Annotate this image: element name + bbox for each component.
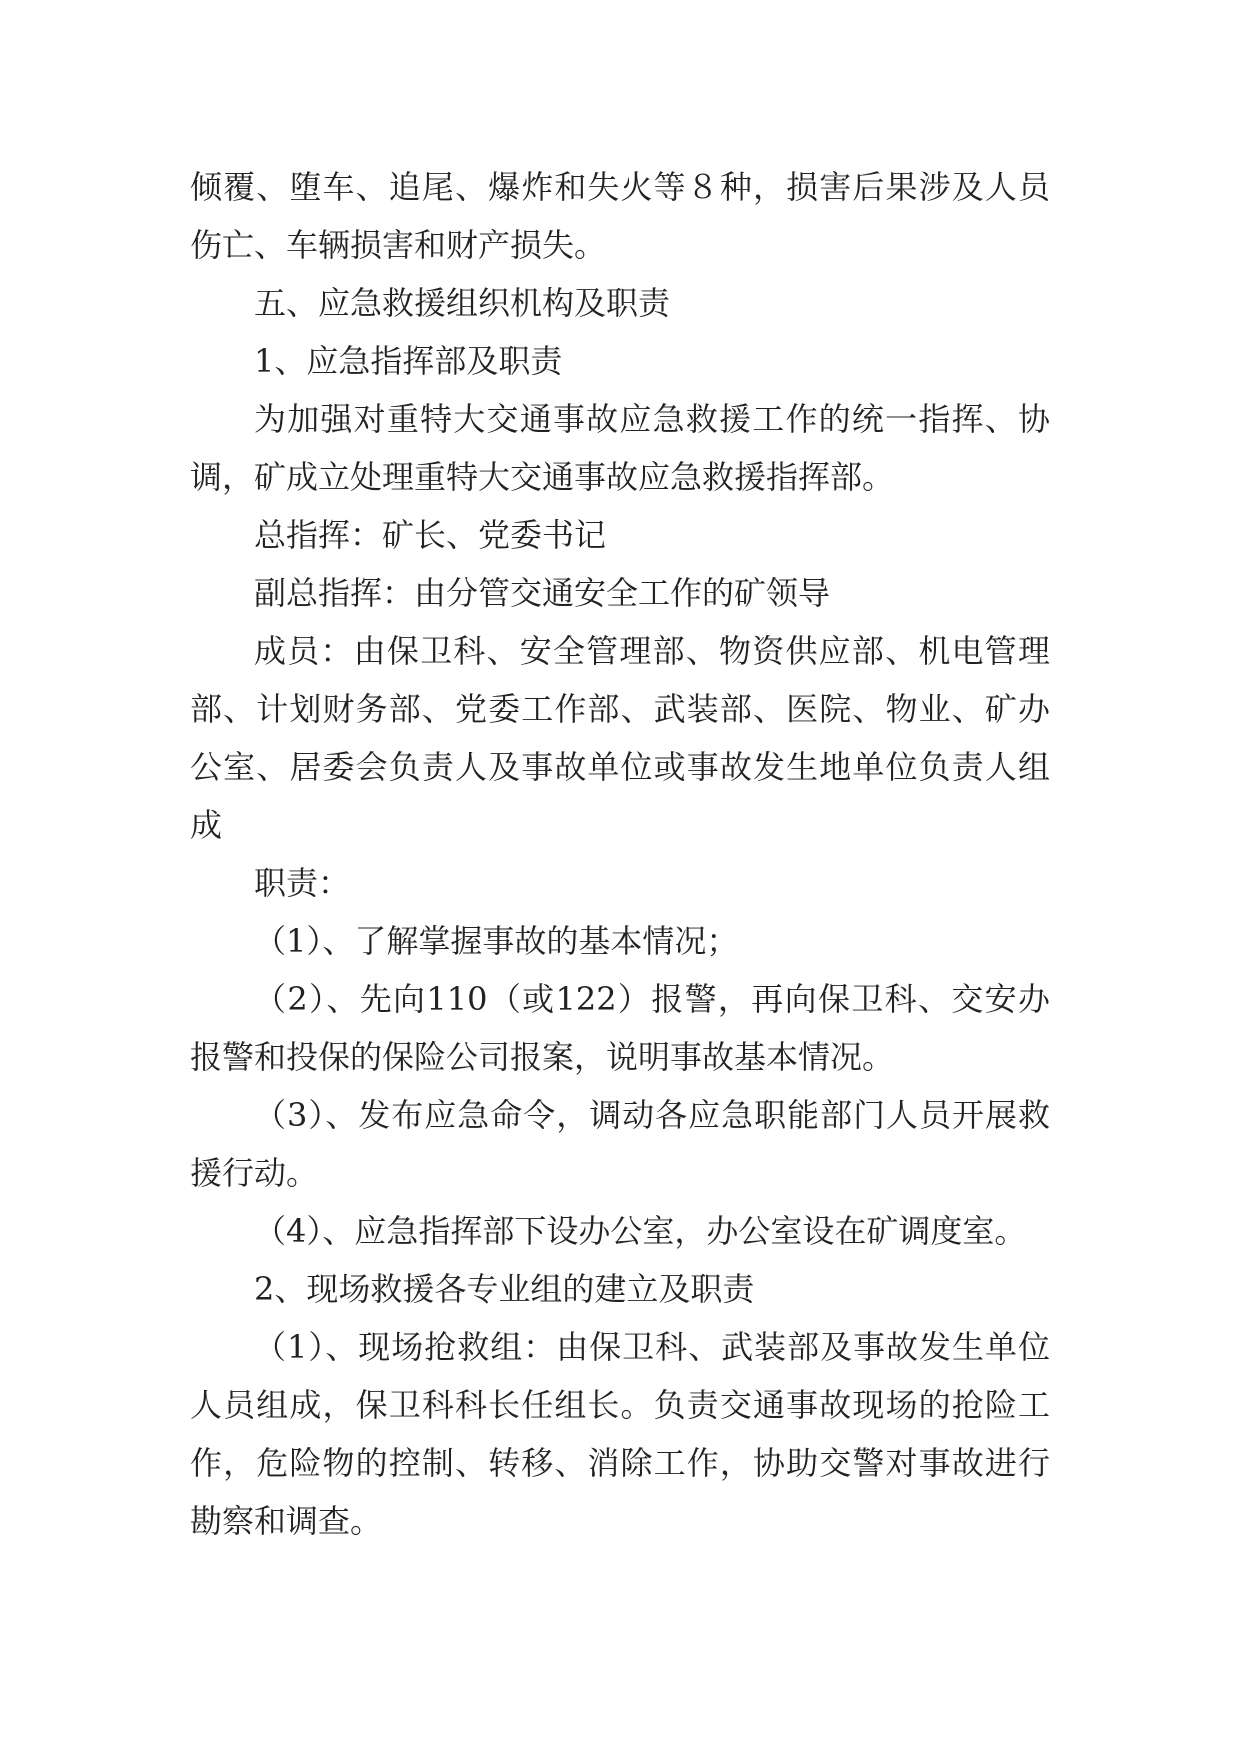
- paragraph-accident-types: 倾覆、堕车、追尾、爆炸和失火等８种，损害后果涉及人员伤亡、车辆损害和财产损失。: [190, 168, 1050, 264]
- heading-section-5: 五、应急救援组织机构及职责: [254, 284, 671, 322]
- paragraph-duties-label: 职责：: [254, 864, 351, 902]
- paragraph-members: 成员：由保卫科、安全管理部、物资供应部、机电管理部、计划财务部、党委工作部、武装部、医院、物业、矿办公室、居委会负责人及事故单位或事故发生地单位负责人组成: [190, 632, 1050, 844]
- list-item-rescue-group-1: （1）、现场抢救组：由保卫科、武装部及事故发生单位人员组成，保卫科科长任组长。负责交通事故现场的抢险工作，危险物的控制、转移、消除工作，协助交警对事故进行勘察和调查。: [190, 1328, 1050, 1540]
- list-item-duty-4: （4）、应急指挥部下设办公室，办公室设在矿调度室。: [254, 1212, 1027, 1250]
- heading-field-rescue-groups: 2、现场救援各专业组的建立及职责: [254, 1270, 755, 1308]
- list-item-duty-3: （3）、发布应急命令，调动各应急职能部门人员开展救援行动。: [190, 1096, 1050, 1192]
- paragraph-deputy-commander: 副总指挥：由分管交通安全工作的矿领导: [254, 574, 831, 612]
- list-item-duty-2: （2）、先向110（或122）报警，再向保卫科、交安办报警和投保的保险公司报案，说明事故基本情况。: [190, 980, 1050, 1076]
- document-body: [190, 158, 1050, 1550]
- heading-command-center: 1、应急指挥部及职责: [254, 342, 563, 380]
- paragraph-chief-commander: 总指挥：矿长、党委书记: [254, 516, 607, 554]
- list-item-duty-1: （1）、了解掌握事故的基本情况；: [254, 922, 739, 960]
- paragraph-command-center-purpose: 为加强对重特大交通事故应急救援工作的统一指挥、协调，矿成立处理重特大交通事故应急救援指挥部。: [190, 400, 1050, 496]
